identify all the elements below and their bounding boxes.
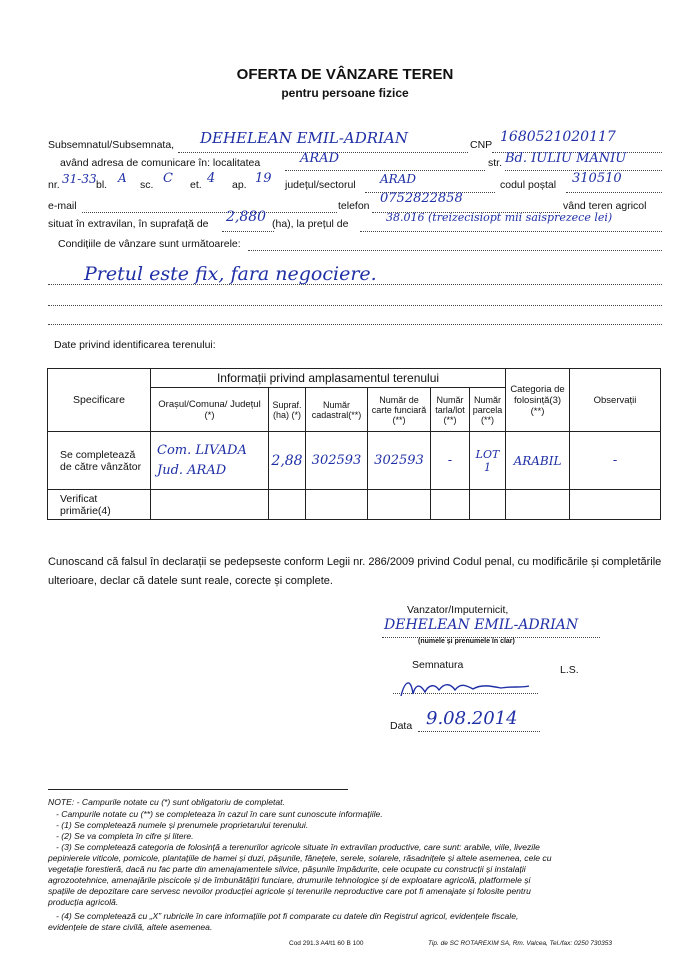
conditii-label: Condițiile de vânzare sunt următoarele: — [58, 238, 241, 250]
specificare-header: Specificare — [48, 369, 151, 432]
note-line: evidențele de stare civilă, altele asemenea. — [48, 922, 213, 932]
row-vanzator-label: Se completează de către vânzător — [48, 432, 151, 490]
categoria-value[interactable]: ARABIL — [506, 432, 570, 490]
note-line: - (3) Se completează categoria de folosință a terenurilor agricole situate în extravilan productive, care sunt: arabile, viile, livezile — [56, 842, 540, 852]
nr-cadastral-value[interactable]: 302593 — [306, 432, 368, 490]
vand-label: vând teren agricol — [563, 200, 647, 212]
vanzator-name-field[interactable]: DEHELEAN EMIL-ADRIAN — [384, 617, 579, 633]
name-field[interactable]: DEHELEAN EMIL-ADRIAN — [200, 129, 408, 147]
note-line: pepinierele viticole, pomicole, plantațiile de hamei și duzi, pășunile, fânețele, serele, solarele, răsadnițele și altele asemenea, cele cu — [48, 853, 552, 863]
nr-carte-value[interactable]: 302593 — [368, 432, 431, 490]
nume-hint: (numele și prenumele în clar) — [418, 638, 515, 645]
ha-label: (ha), la prețul de — [272, 218, 349, 230]
str-label: str. — [488, 157, 503, 169]
categoria-header: Categoria de folosință(3) (**) — [506, 369, 570, 432]
cod-postal-field[interactable]: 310510 — [572, 171, 622, 186]
date-identificare-label: Date privind identificarea terenului: — [54, 339, 216, 351]
sc-label: sc. — [140, 179, 154, 191]
info-header: Informații privind amplasamentul terenului — [151, 369, 506, 388]
nr-parcela-value[interactable]: LOT 1 — [470, 432, 506, 490]
oras-value-1[interactable]: Com. LIVADA — [157, 442, 247, 458]
signature-scribble — [395, 674, 535, 702]
observatii-value[interactable]: - — [570, 432, 661, 490]
note-line: - (1) Se completează numele și prenumele proprietarului terenului. — [56, 820, 309, 830]
notes-divider — [48, 789, 348, 790]
conditii-field[interactable]: Pretul este fix, fara negociere. — [84, 263, 377, 285]
land-info-table — [47, 368, 661, 520]
sc-field[interactable]: C — [163, 171, 173, 186]
subsemnatul-label: Subsemnatul/Subsemnata, — [48, 139, 175, 151]
telefon-field[interactable]: 0752822858 — [380, 191, 463, 206]
row-primarie-label: Verificat primărie(4) — [48, 490, 151, 520]
col-nr-tarla: Număr tarla/lot (**) — [431, 388, 470, 432]
col-oras: Orașul/Comuna/ Județul (*) — [151, 388, 269, 432]
note-line: - (4) Se completează cu „X” rubricile în care informațiile pot fi comparate cu datele din Registrul agricol, evidențele fiscale, — [56, 911, 519, 921]
oras-value-2[interactable]: Jud. ARAD — [157, 462, 227, 478]
primarie-cell[interactable] — [151, 490, 269, 520]
note-line: agrozootehnice, amenajările piscicole și de îmbunătățiri funciare, drumurile tehnologice și de exploatare agricolă, platformele și — [48, 875, 531, 885]
data-field[interactable]: 9.08.2014 — [426, 708, 518, 729]
cnp-field[interactable]: 1680521020117 — [500, 129, 616, 145]
localitatea-field[interactable]: ARAD — [300, 151, 339, 166]
nr-tarla-value[interactable]: - — [431, 432, 470, 490]
form-subtitle: pentru persoane fizice — [281, 86, 409, 100]
vanzator-label: Vanzator/Imputernicit, — [407, 604, 509, 616]
note-line: vegetație forestieră, dacă nu fac parte din amenajamentele silvice, pășunile împădurite, cele ocupate cu construcții și instalații — [48, 864, 526, 874]
email-label: e-mail — [48, 200, 77, 212]
judet-field[interactable]: ARAD — [380, 172, 416, 186]
et-field[interactable]: 4 — [207, 171, 216, 186]
observatii-header: Observații — [570, 369, 661, 432]
situat-label: situat în extravilan, în suprafață de — [48, 218, 209, 230]
cnp-label: CNP — [470, 139, 493, 151]
col-nr-carte: Număr de carte funciară (**) — [368, 388, 431, 432]
strada-field[interactable]: Bd. IULIU MANIU — [505, 151, 627, 166]
supraf-value[interactable]: 2,88 — [269, 432, 306, 490]
nr-label: nr. — [48, 179, 60, 191]
ap-field[interactable]: 19 — [255, 171, 272, 186]
bl-label: bl. — [96, 179, 108, 191]
nr-field[interactable]: 31-33 — [62, 172, 97, 186]
form-title: OFERTA DE VÂNZARE TEREN — [236, 66, 454, 83]
data-label: Data — [390, 720, 413, 732]
note-line: - (2) Se va completa în cifre și litere. — [56, 831, 194, 841]
col-nr-parcela: Număr parcela (**) — [470, 388, 506, 432]
note-line: NOTE: - Campurile notate cu (*) sunt obligatoriu de completat. — [48, 797, 285, 807]
telefon-label: telefon — [338, 200, 370, 212]
ap-label: ap. — [232, 179, 247, 191]
col-supraf: Supraf. (ha) (*) — [269, 388, 306, 432]
col-nr-cadastral: Număr cadastral(**) — [306, 388, 368, 432]
footer-printer: Tip. de SC ROTAREXIM SA, Rm. Valcea, Tel./fax: 0250 730353 — [428, 940, 612, 947]
ls-label: L.S. — [560, 664, 579, 676]
semnatura-label: Semnatura — [412, 659, 464, 671]
adresa-label: având adresa de comunicare în: localitatea — [60, 157, 261, 169]
et-label: et. — [190, 179, 202, 191]
note-line: producția agricolă. — [48, 897, 119, 907]
suprafata-field[interactable]: 2,880 — [226, 209, 267, 225]
cod-postal-label: codul poștal — [500, 179, 557, 191]
bl-field[interactable]: A — [118, 171, 127, 185]
pret-field[interactable]: 38.016 (treizecisiopt mii saisprezece lei) — [386, 211, 613, 224]
declaratie-text: Cunoscand că falsul în declarații se pedepseste conform Legii nr. 286/2009 privind Codul penal, cu modificările și completările ulterioare, declar că datele sunt reale, corecte și complete. — [48, 556, 662, 587]
note-line: spațiile de depozitare care servesc nevoilor producției agricole și terenurile neproductive care pot fi amenajate și folosite pentru — [48, 886, 531, 896]
note-line: - Campurile notate cu (**) se completeaza în cazul în care sunt cunoscute informațiile. — [56, 809, 383, 819]
judet-label: județul/sectorul — [285, 179, 356, 191]
footer-cod: Cod 291.3 A4/t1 60 B 100 — [289, 940, 364, 947]
